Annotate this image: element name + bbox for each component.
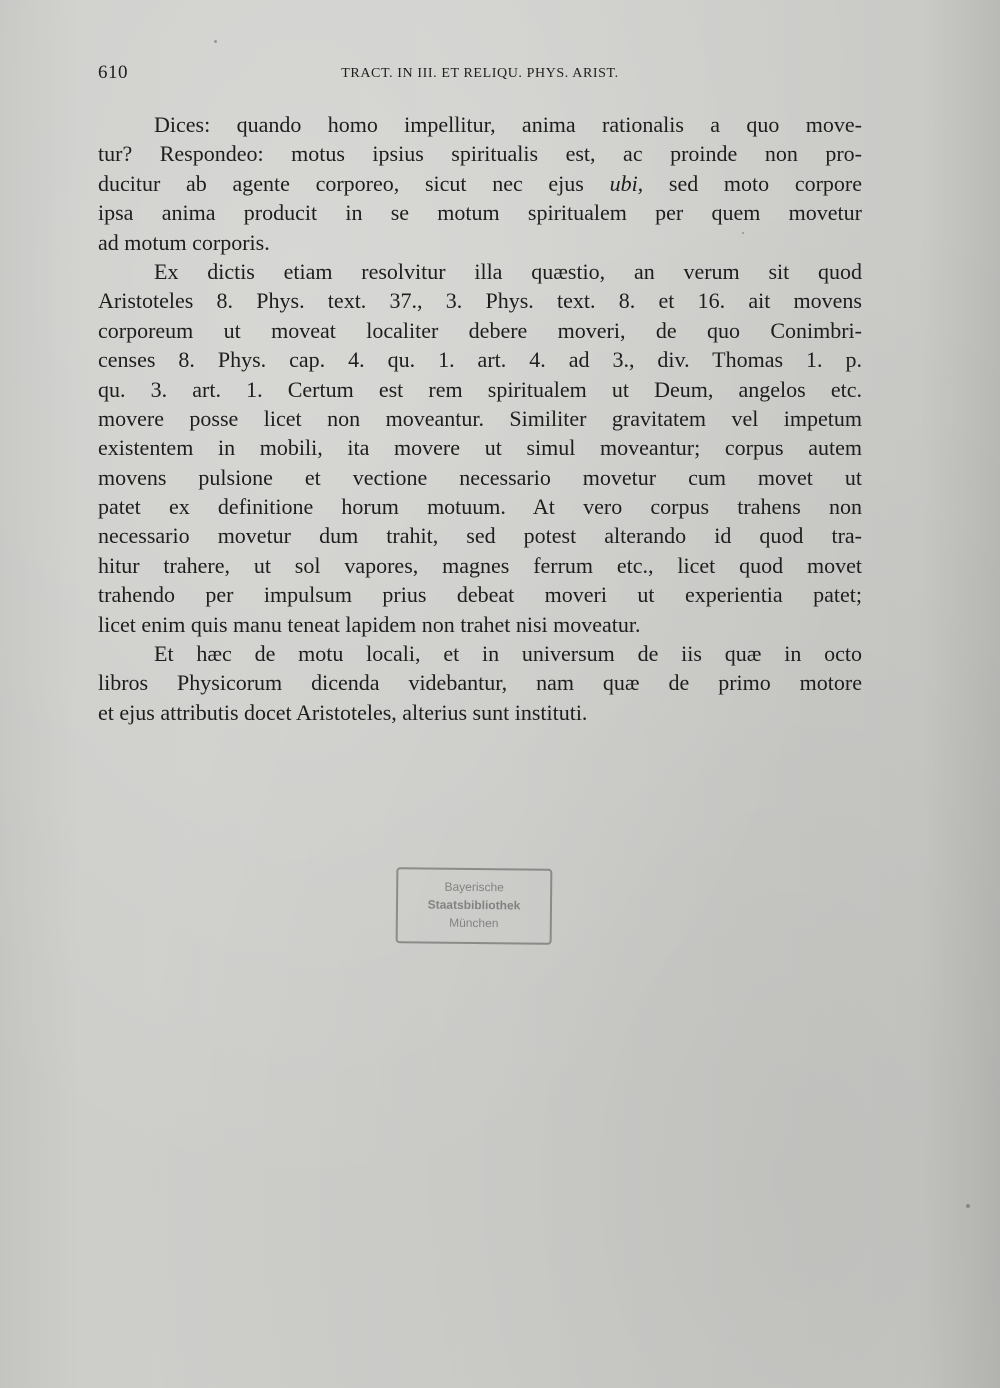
- text-segment: ducitur ab agente corporeo, sicut nec ejus: [98, 170, 610, 196]
- italic-word: ubi,: [609, 170, 644, 196]
- text-line: necessario movetur dum trahit, sed potest alterando id quod tra-: [98, 523, 862, 549]
- text-line: tur? Respondeo: motus ipsius spiritualis est, ac proinde non pro-: [98, 141, 862, 167]
- text-line: Et hæc de motu locali, et in universum de iis quæ in octo: [154, 641, 862, 667]
- text-line: trahendo per impulsum prius debeat moveri ut experientia patet;: [98, 582, 862, 608]
- text-line: corporeum ut moveat localiter debere moveri, de quo Conimbri-: [98, 317, 862, 343]
- library-stamp: [396, 867, 553, 945]
- text-segment: sed moto corpore: [643, 170, 863, 196]
- text-line: hitur trahere, ut sol vapores, magnes ferrum etc., licet quod movet: [98, 552, 862, 578]
- stamp-line: München: [449, 915, 499, 931]
- text-line: patet ex definitione horum motuum. At vero corpus trahens non: [98, 494, 862, 520]
- stamp-line: Bayerische: [444, 879, 504, 895]
- text-line: movere posse licet non moveantur. Similiter gravitatem vel impetum: [98, 405, 862, 431]
- page-header: [98, 62, 862, 90]
- text-line: Ex dictis etiam resolvitur illa quæstio, an verum sit quod: [154, 258, 862, 284]
- text-line: ipsa anima producit in se motum spiritualem per quem movetur: [98, 200, 862, 226]
- text-line: existentem in mobili, ita movere ut simul moveantur; corpus autem: [98, 435, 862, 461]
- text-line: movens pulsione et vectione necessario movetur cum movet ut: [98, 464, 862, 490]
- paper-speck: [214, 40, 217, 43]
- text-line: qu. 3. art. 1. Certum est rem spiritualem ut Deum, angelos etc.: [98, 376, 862, 402]
- running-head: TRACT. IN III. ET RELIQU. PHYS. ARIST.: [341, 66, 619, 81]
- page-number: 610: [98, 62, 128, 83]
- paper-speck: [966, 1204, 970, 1208]
- text-line: ad motum corporis.: [98, 229, 270, 255]
- text-line: Dices: quando homo impellitur, anima rationalis a quo move-: [154, 112, 862, 137]
- text-line: et ejus attributis docet Aristoteles, alterius sunt instituti.: [98, 699, 588, 725]
- paper-speck: [742, 232, 744, 234]
- stamp-line: Staatsbibliothek: [427, 897, 521, 913]
- text-line: licet enim quis manu teneat lapidem non trahet nisi moveatur.: [98, 611, 641, 637]
- text-line: libros Physicorum dicenda videbantur, nam quæ de primo motore: [98, 670, 862, 696]
- text-line-with-italic: [98, 169, 862, 198]
- text-line: Aristoteles 8. Phys. text. 37., 3. Phys. text. 8. et 16. ait movens: [98, 288, 862, 314]
- text-line: censes 8. Phys. cap. 4. qu. 1. art. 4. ad 3., div. Thomas 1. p.: [98, 347, 862, 373]
- body-text: [98, 110, 862, 727]
